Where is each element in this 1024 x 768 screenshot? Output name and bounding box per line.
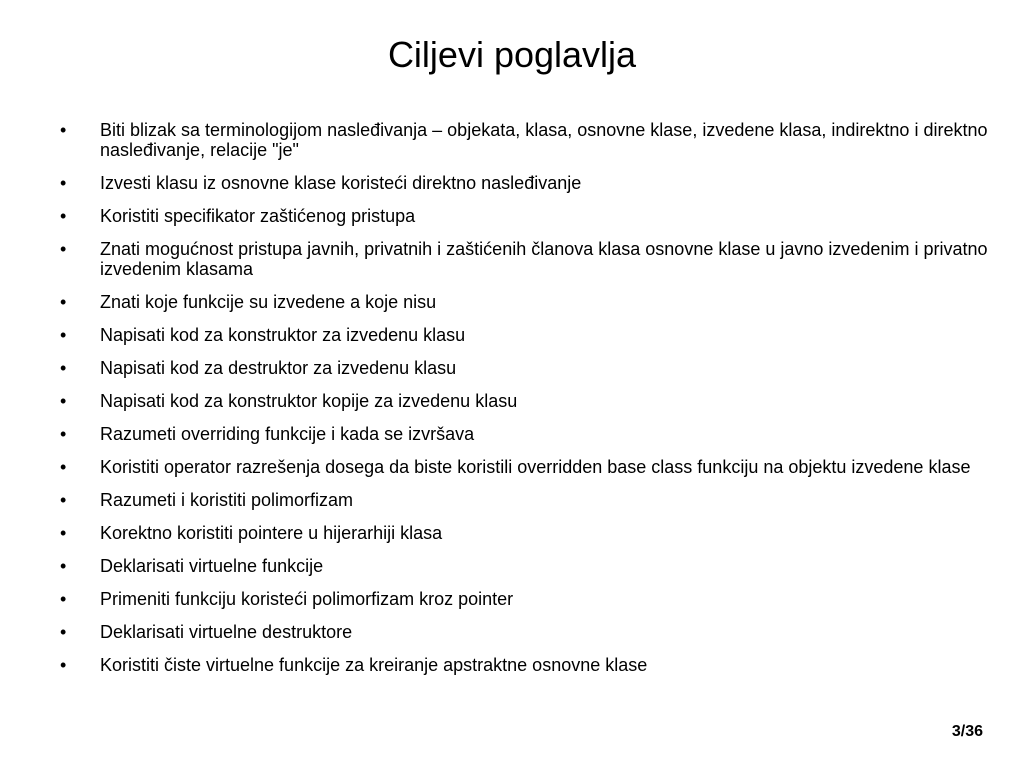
bullet-icon: • [60,589,67,609]
list-item [60,424,990,444]
list-item-text: Koristiti operator razrešenja dosega da biste koristili overridden base class funkciju na objektu izvedene klase [100,457,971,477]
list-item-text: Izvesti klasu iz osnovne klase koristeći direktno nasleđivanje [100,173,582,193]
list-item [60,325,990,345]
list-item [60,358,990,378]
bullet-icon: • [60,358,67,378]
list-item-text: Deklarisati virtuelne funkcije [100,556,324,576]
list-item [60,490,990,510]
list-item [60,523,990,543]
bullet-icon: • [60,292,67,312]
bullet-icon: • [60,239,67,259]
list-item-text: Deklarisati virtuelne destruktore [100,622,353,642]
bullet-icon: • [60,622,67,642]
list-item-text: Koristiti čiste virtuelne funkcije za kreiranje apstraktne osnovne klase [100,655,648,675]
bullet-icon: • [60,391,67,411]
list-item [60,457,990,477]
objectives-list [60,120,990,688]
list-item-text: Razumeti overriding funkcije i kada se izvršava [100,424,475,444]
list-item [60,120,990,160]
list-item [60,655,990,675]
page-number: 3/36 [951,723,983,740]
bullet-icon: • [60,523,67,543]
bullet-icon: • [60,457,67,477]
list-item [60,556,990,576]
list-item-text: Napisati kod za konstruktor kopije za izvedenu klasu [100,391,518,411]
bullet-icon: • [60,206,67,226]
list-item-text: Biti blizak sa terminologijom nasleđivanja – objekata, klasa, osnovne klase, izvedene klasa, indirektno i direktno nasleđivanje, relacije "je" [100,120,988,160]
list-item [60,239,990,279]
list-item-text: Napisati kod za destruktor za izvedenu klasu [100,358,457,378]
bullet-icon: • [60,424,67,444]
list-item [60,173,990,193]
list-item-text: Primeniti funkciju koristeći polimorfizam kroz pointer [100,589,514,609]
list-item [60,206,990,226]
list-item [60,292,990,312]
slide-title: Ciljevi poglavlja [387,34,637,75]
list-item-text: Znati mogućnost pristupa javnih, privatnih i zaštićenih članova klasa osnovne klase u javno izvedenim i privatno izvedenim klasama [100,239,988,279]
bullet-icon: • [60,120,67,140]
bullet-icon: • [60,325,67,345]
bullet-icon: • [60,556,67,576]
list-item [60,622,990,642]
bullet-icon: • [60,173,67,193]
list-item-text: Koristiti specifikator zaštićenog pristupa [100,206,416,226]
bullet-icon: • [60,655,67,675]
list-item-text: Znati koje funkcije su izvedene a koje nisu [100,292,437,312]
list-item-text: Razumeti i koristiti polimorfizam [100,490,354,510]
list-item [60,589,990,609]
list-item [60,391,990,411]
list-item-text: Napisati kod za konstruktor za izvedenu klasu [100,325,466,345]
bullet-icon: • [60,490,67,510]
list-item-text: Korektno koristiti pointere u hijerarhiji klasa [100,523,443,543]
